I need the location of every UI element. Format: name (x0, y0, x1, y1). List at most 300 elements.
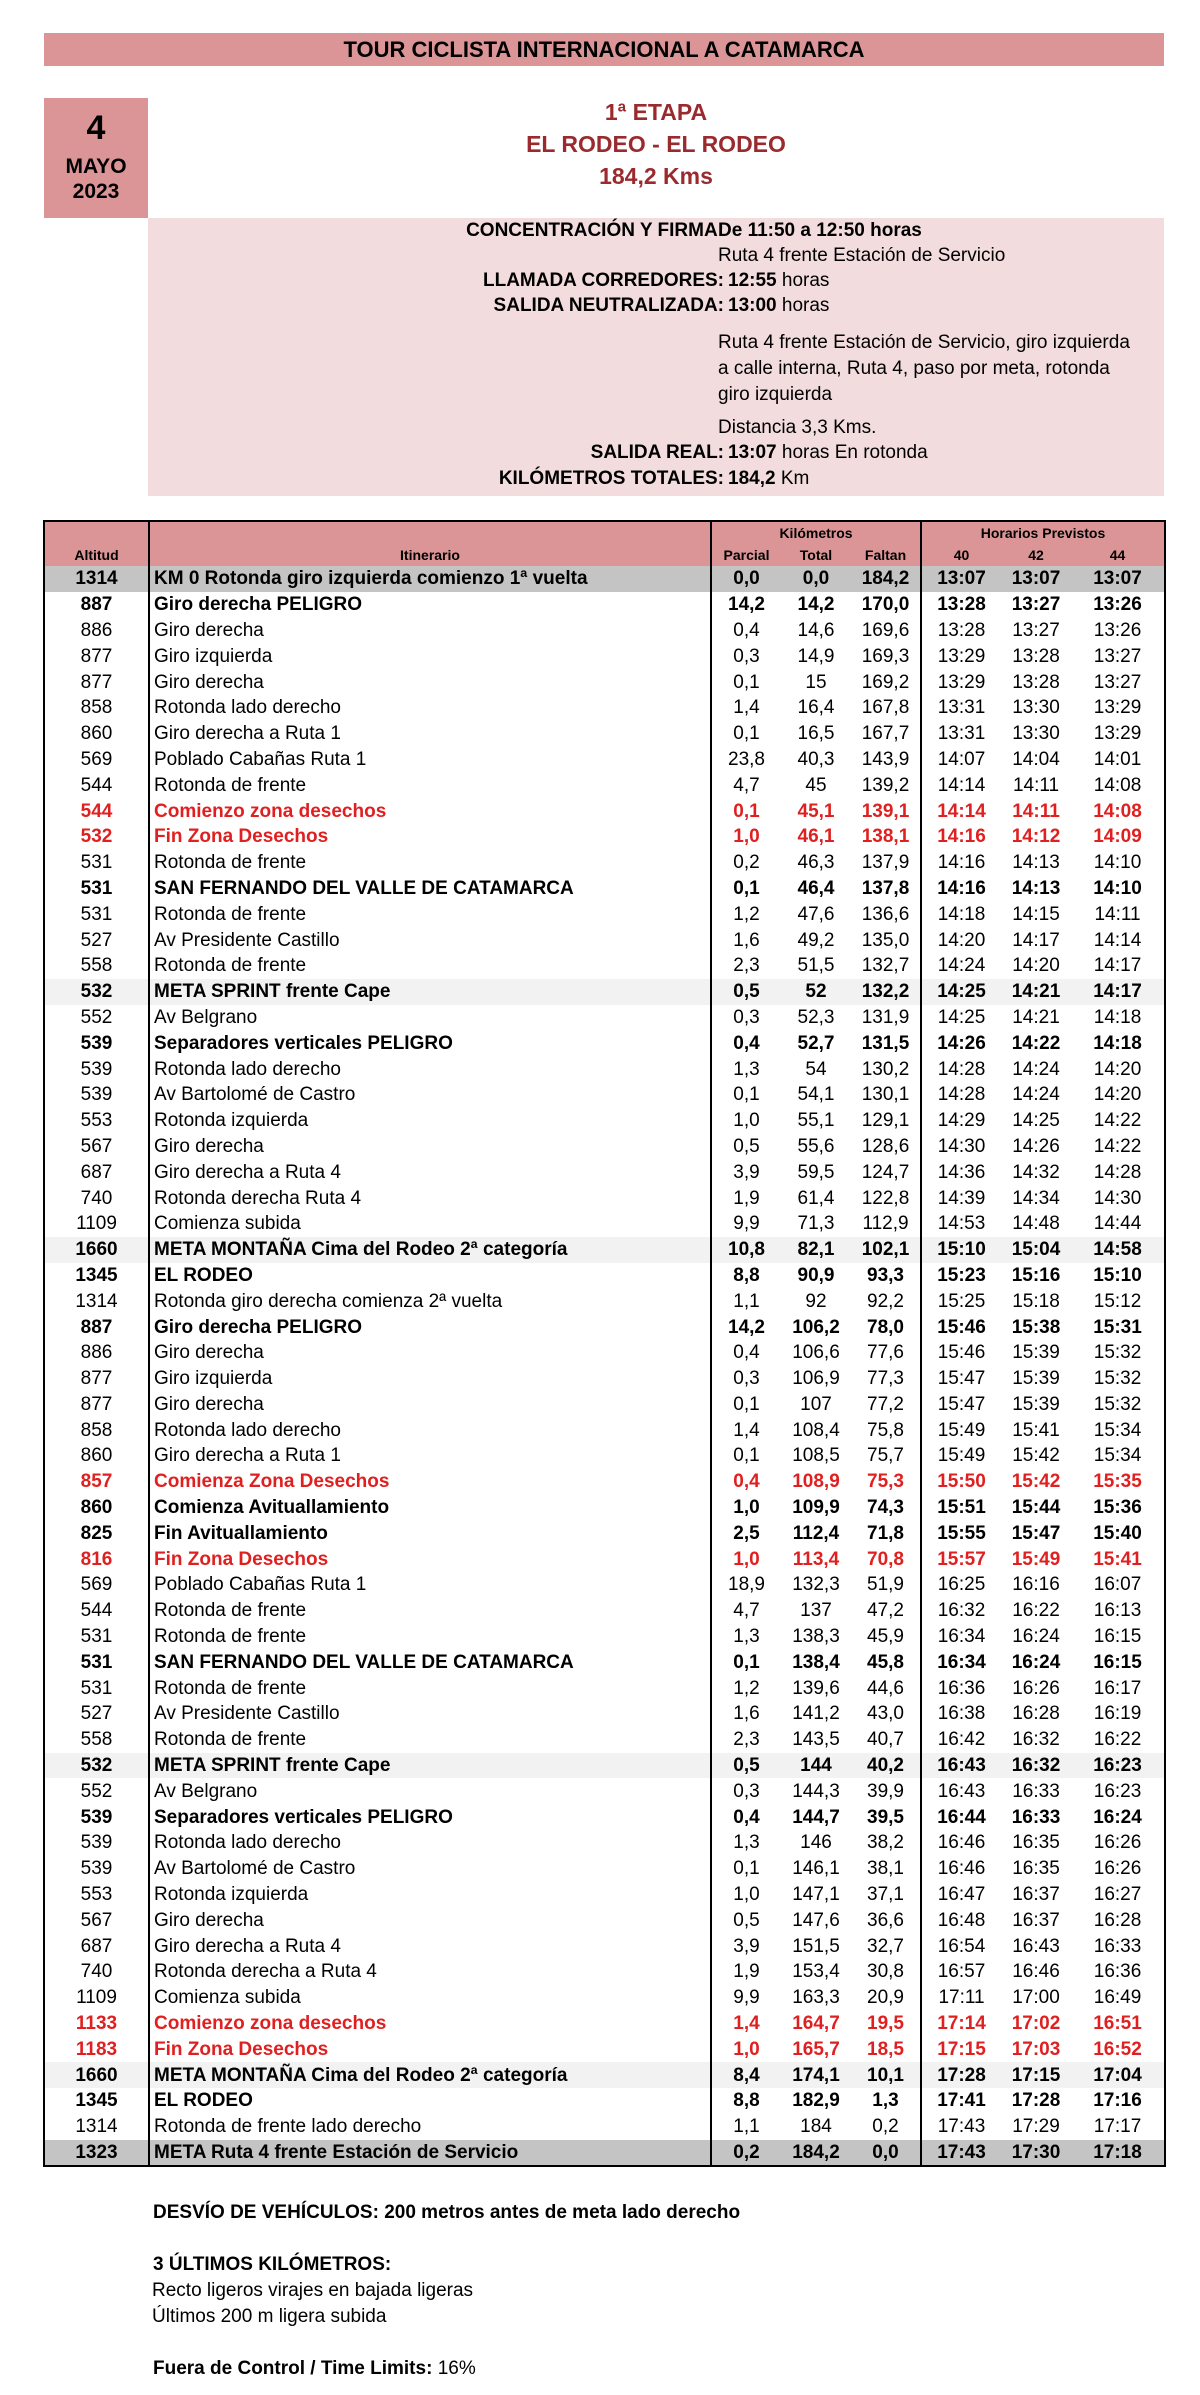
table-row (44, 2036, 1165, 2062)
header-parcial: Parcial (711, 544, 781, 566)
cell-time-40: 14:18 (921, 901, 1001, 927)
cell-parcial: 2,3 (711, 953, 781, 979)
cell-time-44: 13:07 (1071, 566, 1165, 592)
cell-time-42: 17:15 (1001, 2062, 1071, 2088)
cell-itinerario: META MONTAÑA Cima del Rodeo 2ª categoría (149, 2062, 711, 2088)
cell-total: 54,1 (797, 1084, 835, 1106)
cell-itinerario: Giro derecha a Ruta 1 (149, 1443, 711, 1469)
cell-itinerario: Rotonda lado derecho (149, 1056, 711, 1082)
cell-time-40: 16:25 (921, 1572, 1001, 1598)
cell-time-40: 14:14 (921, 772, 1001, 798)
cell-total: 146 (800, 1832, 832, 1854)
cell-altitud: 531 (80, 903, 113, 925)
cell-time-42: 14:24 (1012, 1084, 1060, 1106)
cell-time-42: 13:27 (1011, 594, 1061, 616)
cell-parcial: 14,2 (711, 592, 781, 618)
fuera-label: Fuera de Control / Time Limits: (153, 2358, 433, 2379)
cell-time-42: 16:32 (1012, 1729, 1060, 1751)
stage-info-panel (148, 218, 1164, 496)
cell-time-44: 14:28 (1093, 1161, 1142, 1183)
cell-faltan: 132,2 (851, 979, 921, 1005)
cell-time-42: 16:32 (1001, 1753, 1071, 1779)
table-row (44, 1185, 1165, 1211)
cell-altitud: 532 (80, 826, 113, 848)
cell-faltan: 132,7 (861, 955, 910, 977)
cell-total: 61,4 (797, 1187, 835, 1209)
stage-name: 1ª ETAPA (604, 99, 708, 125)
table-row (44, 1211, 1165, 1237)
group-kilometros: Kilómetros (711, 521, 921, 544)
cell-time-40: 16:43 (921, 1778, 1001, 1804)
cell-itinerario: Giro izquierda (149, 1366, 711, 1392)
cell-total: 106,2 (792, 1316, 840, 1338)
cell-faltan: 1,3 (872, 2090, 899, 2112)
cell-time-40: 14:07 (921, 747, 1001, 773)
fuera-control-note (153, 2356, 740, 2382)
cell-time-44: 16:13 (1093, 1600, 1142, 1622)
cell-total: 144,3 (792, 1780, 840, 1802)
cell-altitud: 1109 (76, 1213, 117, 1235)
total-km-value (728, 468, 809, 490)
cell-time-40: 16:36 (921, 1675, 1001, 1701)
cell-time-40: 14:53 (921, 1211, 1001, 1237)
cell-itinerario: Poblado Cabañas Ruta 1 (149, 747, 711, 773)
table-row (44, 1830, 1165, 1856)
cell-faltan: 129,1 (861, 1110, 910, 1132)
cell-total: 146,1 (792, 1858, 840, 1880)
cell-total: 51,5 (797, 955, 835, 977)
cell-altitud: 527 (80, 929, 113, 951)
cell-faltan: 47,2 (867, 1600, 904, 1622)
cell-time-44: 16:52 (1093, 2038, 1142, 2060)
cell-parcial: 3,9 (711, 1933, 781, 1959)
table-row (44, 1392, 1165, 1418)
cell-time-44: 15:12 (1093, 1290, 1142, 1312)
group-blank-altitud (44, 521, 149, 544)
cell-parcial: 0,1 (711, 1649, 781, 1675)
table-row (44, 1778, 1165, 1804)
cell-time-40: 14:25 (921, 1005, 1001, 1031)
cell-time-40: 17:11 (921, 1985, 1001, 2011)
cell-itinerario: Av Presidente Castillo (149, 1701, 711, 1727)
cell-altitud: 858 (80, 1419, 113, 1441)
cell-time-42: 16:35 (1012, 1832, 1060, 1854)
cell-itinerario: META SPRINT frente Cape (149, 979, 711, 1005)
cell-altitud: 877 (80, 645, 113, 667)
cell-time-44: 14:18 (1093, 1006, 1142, 1028)
itinerary-table (43, 520, 1166, 2167)
cell-itinerario: Separadores verticales PELIGRO (149, 1804, 711, 1830)
cell-itinerario: Fin Zona Desechos (149, 1546, 711, 1572)
cell-altitud: 1314 (75, 1290, 118, 1312)
table-row (44, 1727, 1165, 1753)
table-row (44, 1804, 1165, 1830)
cell-altitud: 1345 (75, 1264, 118, 1286)
cell-parcial: 3,9 (711, 1159, 781, 1185)
cell-itinerario: Rotonda de frente (149, 772, 711, 798)
cell-itinerario: Giro izquierda (149, 643, 711, 669)
cell-time-40: 13:31 (921, 721, 1001, 747)
cell-parcial: 0,1 (711, 798, 781, 824)
cell-total: 90,9 (797, 1264, 835, 1286)
cell-faltan: 184,2 (851, 566, 921, 592)
cell-time-40: 14:29 (921, 1108, 1001, 1134)
cell-time-44: 14:09 (1093, 826, 1142, 848)
cell-total: 55,1 (797, 1110, 835, 1132)
cell-time-40: 16:47 (921, 1882, 1001, 1908)
cell-time-40: 16:38 (921, 1701, 1001, 1727)
cell-total: 54 (805, 1058, 827, 1080)
cell-altitud: 1323 (44, 2140, 149, 2167)
cell-time-42: 14:11 (1012, 774, 1060, 796)
fuera-value: 16% (437, 2358, 476, 2379)
cell-total: 107 (800, 1393, 832, 1415)
cell-time-42: 14:12 (1011, 826, 1061, 848)
cell-altitud: 887 (80, 1316, 113, 1338)
cell-altitud: 532 (44, 1753, 149, 1779)
concentracion-place: Ruta 4 frente Estación de Servicio (718, 245, 1006, 266)
cell-itinerario: Giro derecha a Ruta 4 (149, 1159, 711, 1185)
cell-faltan: 30,8 (867, 1961, 904, 1983)
cell-total: 47,6 (797, 903, 835, 925)
cell-faltan: 38,1 (867, 1858, 904, 1880)
cell-parcial: 10,8 (711, 1237, 781, 1263)
cell-parcial: 0,4 (711, 1804, 781, 1830)
cell-faltan: 93,3 (867, 1264, 904, 1286)
cell-itinerario: Av Presidente Castillo (149, 927, 711, 953)
table-row (44, 1495, 1165, 1521)
cell-total: 112,4 (792, 1522, 840, 1544)
cell-altitud: 1660 (44, 2062, 149, 2088)
cell-total: 153,4 (792, 1961, 840, 1983)
cell-time-44: 17:17 (1093, 2116, 1142, 2138)
salida-real-label: SALIDA REAL: (590, 442, 724, 463)
table-row (44, 1546, 1165, 1572)
cell-parcial: 9,9 (711, 1211, 781, 1237)
cell-altitud: 1314 (44, 566, 149, 592)
cell-parcial: 0,1 (711, 876, 781, 902)
table-row (44, 1649, 1165, 1675)
cell-faltan: 143,9 (861, 748, 910, 770)
cell-altitud: 539 (80, 1832, 113, 1854)
cell-time-40: 15:50 (921, 1469, 1001, 1495)
cell-time-42: 16:35 (1012, 1858, 1060, 1880)
cell-total: 108,9 (792, 1471, 840, 1493)
header-faltan: Faltan (851, 544, 921, 566)
cell-faltan: 135,0 (861, 929, 910, 951)
cell-faltan: 136,6 (861, 903, 910, 925)
table-row (44, 1056, 1165, 1082)
cell-time-40: 17:43 (921, 2140, 1001, 2167)
cell-time-42: 14:20 (1012, 955, 1060, 977)
cell-time-40: 17:14 (921, 2011, 1001, 2037)
cell-itinerario: EL RODEO (149, 1263, 711, 1289)
cell-total: 182,9 (792, 2090, 840, 2112)
cell-parcial: 1,1 (711, 2114, 781, 2140)
cell-total: 151,5 (792, 1935, 840, 1957)
cell-total: 46,4 (797, 877, 835, 899)
cell-time-40: 15:46 (921, 1314, 1001, 1340)
cell-total: 16,4 (797, 697, 835, 719)
table-row (44, 721, 1165, 747)
cell-itinerario: Rotonda izquierda (149, 1108, 711, 1134)
cell-time-40: 16:46 (921, 1830, 1001, 1856)
cell-total: 174,1 (781, 2062, 851, 2088)
cell-time-40: 14:24 (921, 953, 1001, 979)
cell-time-42: 17:00 (1012, 1987, 1060, 2009)
table-row (44, 1856, 1165, 1882)
cell-altitud: 877 (80, 671, 113, 693)
cell-faltan: 75,3 (867, 1471, 904, 1493)
cell-time-42: 14:11 (1012, 800, 1060, 822)
date-box (44, 98, 148, 218)
cell-time-44: 16:36 (1093, 1961, 1142, 1983)
cell-total: 14,2 (797, 594, 835, 616)
group-horarios: Horarios Previstos (921, 521, 1165, 544)
cell-altitud: 860 (80, 1497, 113, 1519)
cell-total: 147,6 (792, 1909, 840, 1931)
cell-time-40: 16:48 (921, 1907, 1001, 1933)
cell-altitud: 553 (80, 1884, 113, 1906)
cell-parcial: 1,6 (711, 1701, 781, 1727)
cell-total: 59,5 (797, 1161, 835, 1183)
cell-total: 143,5 (792, 1729, 840, 1751)
cell-time-42: 14:24 (1012, 1058, 1060, 1080)
cell-total: 49,2 (797, 929, 835, 951)
cell-time-44: 14:30 (1093, 1187, 1142, 1209)
cell-parcial: 0,1 (711, 1856, 781, 1882)
cell-parcial: 8,8 (711, 1263, 781, 1289)
cell-time-42: 16:43 (1012, 1935, 1060, 1957)
cell-parcial: 1,3 (711, 1830, 781, 1856)
cell-faltan: 20,9 (867, 1987, 904, 2009)
cell-time-40: 15:46 (921, 1340, 1001, 1366)
cell-parcial: 0,1 (711, 1443, 781, 1469)
cell-parcial: 2,5 (711, 1520, 781, 1546)
cell-itinerario: Comienza subida (149, 1211, 711, 1237)
cell-time-44: 15:10 (1093, 1264, 1142, 1286)
cell-parcial: 0,5 (711, 1907, 781, 1933)
cell-altitud: 1183 (75, 2038, 118, 2060)
table-row (44, 1598, 1165, 1624)
cell-total: 52 (781, 979, 851, 1005)
cell-itinerario: Rotonda de frente (149, 901, 711, 927)
ultimos-label: 3 ÚLTIMOS KILÓMETROS: (153, 2254, 392, 2275)
cell-time-42: 15:04 (1001, 1237, 1071, 1263)
cell-parcial: 0,4 (711, 1340, 781, 1366)
table-row (44, 1082, 1165, 1108)
cell-faltan: 169,2 (861, 671, 910, 693)
cell-time-40: 16:34 (921, 1624, 1001, 1650)
stage-header (148, 96, 1164, 192)
neutral-label: SALIDA NEUTRALIZADA: (493, 295, 724, 316)
cell-faltan: 131,9 (861, 1006, 910, 1028)
cell-faltan: 169,3 (861, 645, 910, 667)
cell-total: 46,1 (797, 826, 835, 848)
cell-itinerario: Rotonda de frente (149, 1727, 711, 1753)
cell-parcial: 9,9 (711, 1985, 781, 2011)
cell-time-40: 13:31 (921, 695, 1001, 721)
date-year: 2023 (72, 180, 120, 203)
cell-altitud: 567 (80, 1135, 113, 1157)
cell-total: 113,4 (792, 1548, 840, 1570)
cell-faltan: 130,1 (861, 1084, 910, 1106)
cell-time-44: 14:14 (1093, 929, 1142, 951)
table-row (44, 592, 1165, 618)
cell-time-40: 14:28 (921, 1082, 1001, 1108)
cell-parcial: 1,4 (711, 2011, 781, 2037)
table-row (44, 1134, 1165, 1160)
cell-parcial: 1,1 (711, 1288, 781, 1314)
table-row (44, 772, 1165, 798)
cell-faltan: 43,0 (867, 1703, 904, 1725)
cell-parcial: 1,0 (711, 1108, 781, 1134)
cell-faltan: 45,8 (867, 1651, 904, 1673)
cell-time-44: 13:26 (1093, 594, 1142, 616)
header-altitud: Altitud (44, 544, 149, 566)
cell-altitud: 552 (80, 1006, 113, 1028)
cell-time-44: 15:34 (1093, 1419, 1142, 1441)
cell-time-42: 17:30 (1001, 2140, 1071, 2167)
cell-itinerario: EL RODEO (149, 2088, 711, 2114)
table-group-header-row (44, 521, 1165, 544)
concentracion-value: De 11:50 a 12:50 horas (718, 220, 922, 241)
desvio-note (153, 2200, 740, 2226)
cell-faltan: 70,8 (867, 1548, 904, 1570)
cell-altitud: 531 (80, 877, 113, 899)
cell-itinerario: Rotonda lado derecho (149, 1830, 711, 1856)
cell-total: 40,3 (797, 748, 835, 770)
cell-total: 137 (800, 1600, 832, 1622)
cell-time-40: 15:51 (921, 1495, 1001, 1521)
cell-total: 45,1 (797, 800, 835, 822)
cell-time-40: 16:43 (921, 1753, 1001, 1779)
cell-time-42: 14:32 (1012, 1161, 1060, 1183)
cell-total: 45 (805, 774, 827, 796)
cell-time-44: 16:26 (1093, 1832, 1142, 1854)
cell-parcial: 0,3 (711, 1778, 781, 1804)
itinerary-body (44, 566, 1165, 2166)
cell-time-42: 15:39 (1012, 1342, 1060, 1364)
cell-time-40: 16:44 (921, 1804, 1001, 1830)
cell-time-42: 14:21 (1001, 979, 1071, 1005)
cell-faltan: 78,0 (867, 1316, 904, 1338)
cell-itinerario: Rotonda de frente (149, 1598, 711, 1624)
cell-time-42: 14:13 (1011, 877, 1061, 899)
cell-itinerario: Giro derecha a Ruta 4 (149, 1933, 711, 1959)
cell-parcial: 1,4 (711, 695, 781, 721)
cell-altitud: 539 (80, 1058, 113, 1080)
cell-total: 0,0 (781, 566, 851, 592)
cell-time-40: 14:20 (921, 927, 1001, 953)
table-row (44, 1753, 1165, 1779)
cell-total: 108,5 (792, 1445, 840, 1467)
cell-time-42: 17:28 (1011, 2090, 1061, 2112)
cell-itinerario: META Ruta 4 frente Estación de Servicio (149, 2140, 711, 2167)
cell-altitud: 567 (80, 1909, 113, 1931)
cell-time-42: 13:28 (1012, 645, 1060, 667)
cell-time-42: 16:24 (1011, 1651, 1061, 1673)
cell-itinerario: Rotonda de frente (149, 850, 711, 876)
cell-time-42: 15:39 (1012, 1368, 1060, 1390)
cell-time-42: 13:30 (1012, 723, 1060, 745)
cell-itinerario: Fin Zona Desechos (149, 824, 711, 850)
cell-time-42: 14:13 (1012, 852, 1060, 874)
cell-time-44: 15:35 (1093, 1471, 1142, 1493)
cell-time-44: 14:22 (1093, 1110, 1142, 1132)
cell-altitud: 558 (80, 955, 113, 977)
cell-time-40: 14:28 (921, 1056, 1001, 1082)
cell-time-40: 17:15 (921, 2036, 1001, 2062)
cell-itinerario: Rotonda lado derecho (149, 1417, 711, 1443)
cell-parcial: 4,7 (711, 772, 781, 798)
cell-faltan: 10,1 (851, 2062, 921, 2088)
cell-time-42: 14:34 (1012, 1187, 1060, 1209)
cell-total: 147,1 (792, 1884, 840, 1906)
cell-faltan: 0,0 (851, 2140, 921, 2167)
cell-time-44: 13:27 (1093, 671, 1142, 693)
cell-time-44: 16:27 (1093, 1884, 1142, 1906)
cell-time-40: 16:32 (921, 1598, 1001, 1624)
table-row (44, 618, 1165, 644)
cell-total: 139,6 (792, 1677, 840, 1699)
cell-parcial: 1,2 (711, 901, 781, 927)
cell-faltan: 44,6 (867, 1677, 904, 1699)
cell-faltan: 170,0 (861, 594, 910, 616)
cell-parcial: 2,3 (711, 1727, 781, 1753)
cell-altitud: 886 (80, 1342, 113, 1364)
cell-faltan: 71,8 (867, 1522, 904, 1544)
table-row (44, 1959, 1165, 1985)
cell-total: 108,4 (792, 1419, 840, 1441)
table-row (44, 1237, 1165, 1263)
cell-itinerario: Comienza Zona Desechos (149, 1469, 711, 1495)
cell-altitud: 552 (80, 1780, 113, 1802)
cell-parcial: 8,8 (711, 2088, 781, 2114)
cell-faltan: 36,6 (867, 1909, 904, 1931)
cell-total: 184,2 (781, 2140, 851, 2167)
cell-altitud: 531 (80, 1651, 113, 1673)
cell-altitud: 531 (80, 852, 113, 874)
cell-time-40: 14:36 (921, 1159, 1001, 1185)
cell-altitud: 825 (80, 1522, 113, 1544)
cell-time-44: 14:08 (1093, 774, 1142, 796)
cell-time-44: 15:32 (1093, 1393, 1142, 1415)
cell-parcial: 0,0 (711, 566, 781, 592)
cell-time-44: 13:29 (1093, 723, 1142, 745)
cell-faltan: 169,6 (861, 619, 910, 641)
cell-parcial: 23,8 (711, 747, 781, 773)
cell-faltan: 102,1 (851, 1237, 921, 1263)
cell-parcial: 18,9 (711, 1572, 781, 1598)
cell-faltan: 51,9 (867, 1574, 904, 1596)
cell-faltan: 38,2 (867, 1832, 904, 1854)
cell-time-40: 16:54 (921, 1933, 1001, 1959)
cell-time-44: 14:17 (1071, 979, 1165, 1005)
table-row (44, 669, 1165, 695)
cell-time-42: 14:04 (1012, 748, 1060, 770)
cell-itinerario: Giro derecha (149, 669, 711, 695)
cell-itinerario: Giro derecha (149, 1340, 711, 1366)
cell-itinerario: Fin Zona Desechos (149, 2036, 711, 2062)
cell-time-40: 14:39 (921, 1185, 1001, 1211)
cell-time-42: 16:46 (1012, 1961, 1060, 1983)
cell-total: 164,7 (792, 2013, 840, 2035)
cell-itinerario: Giro derecha (149, 1907, 711, 1933)
cell-itinerario: Poblado Cabañas Ruta 1 (149, 1572, 711, 1598)
total-km-number: 184,2 (728, 468, 776, 489)
cell-parcial: 1,3 (711, 1624, 781, 1650)
